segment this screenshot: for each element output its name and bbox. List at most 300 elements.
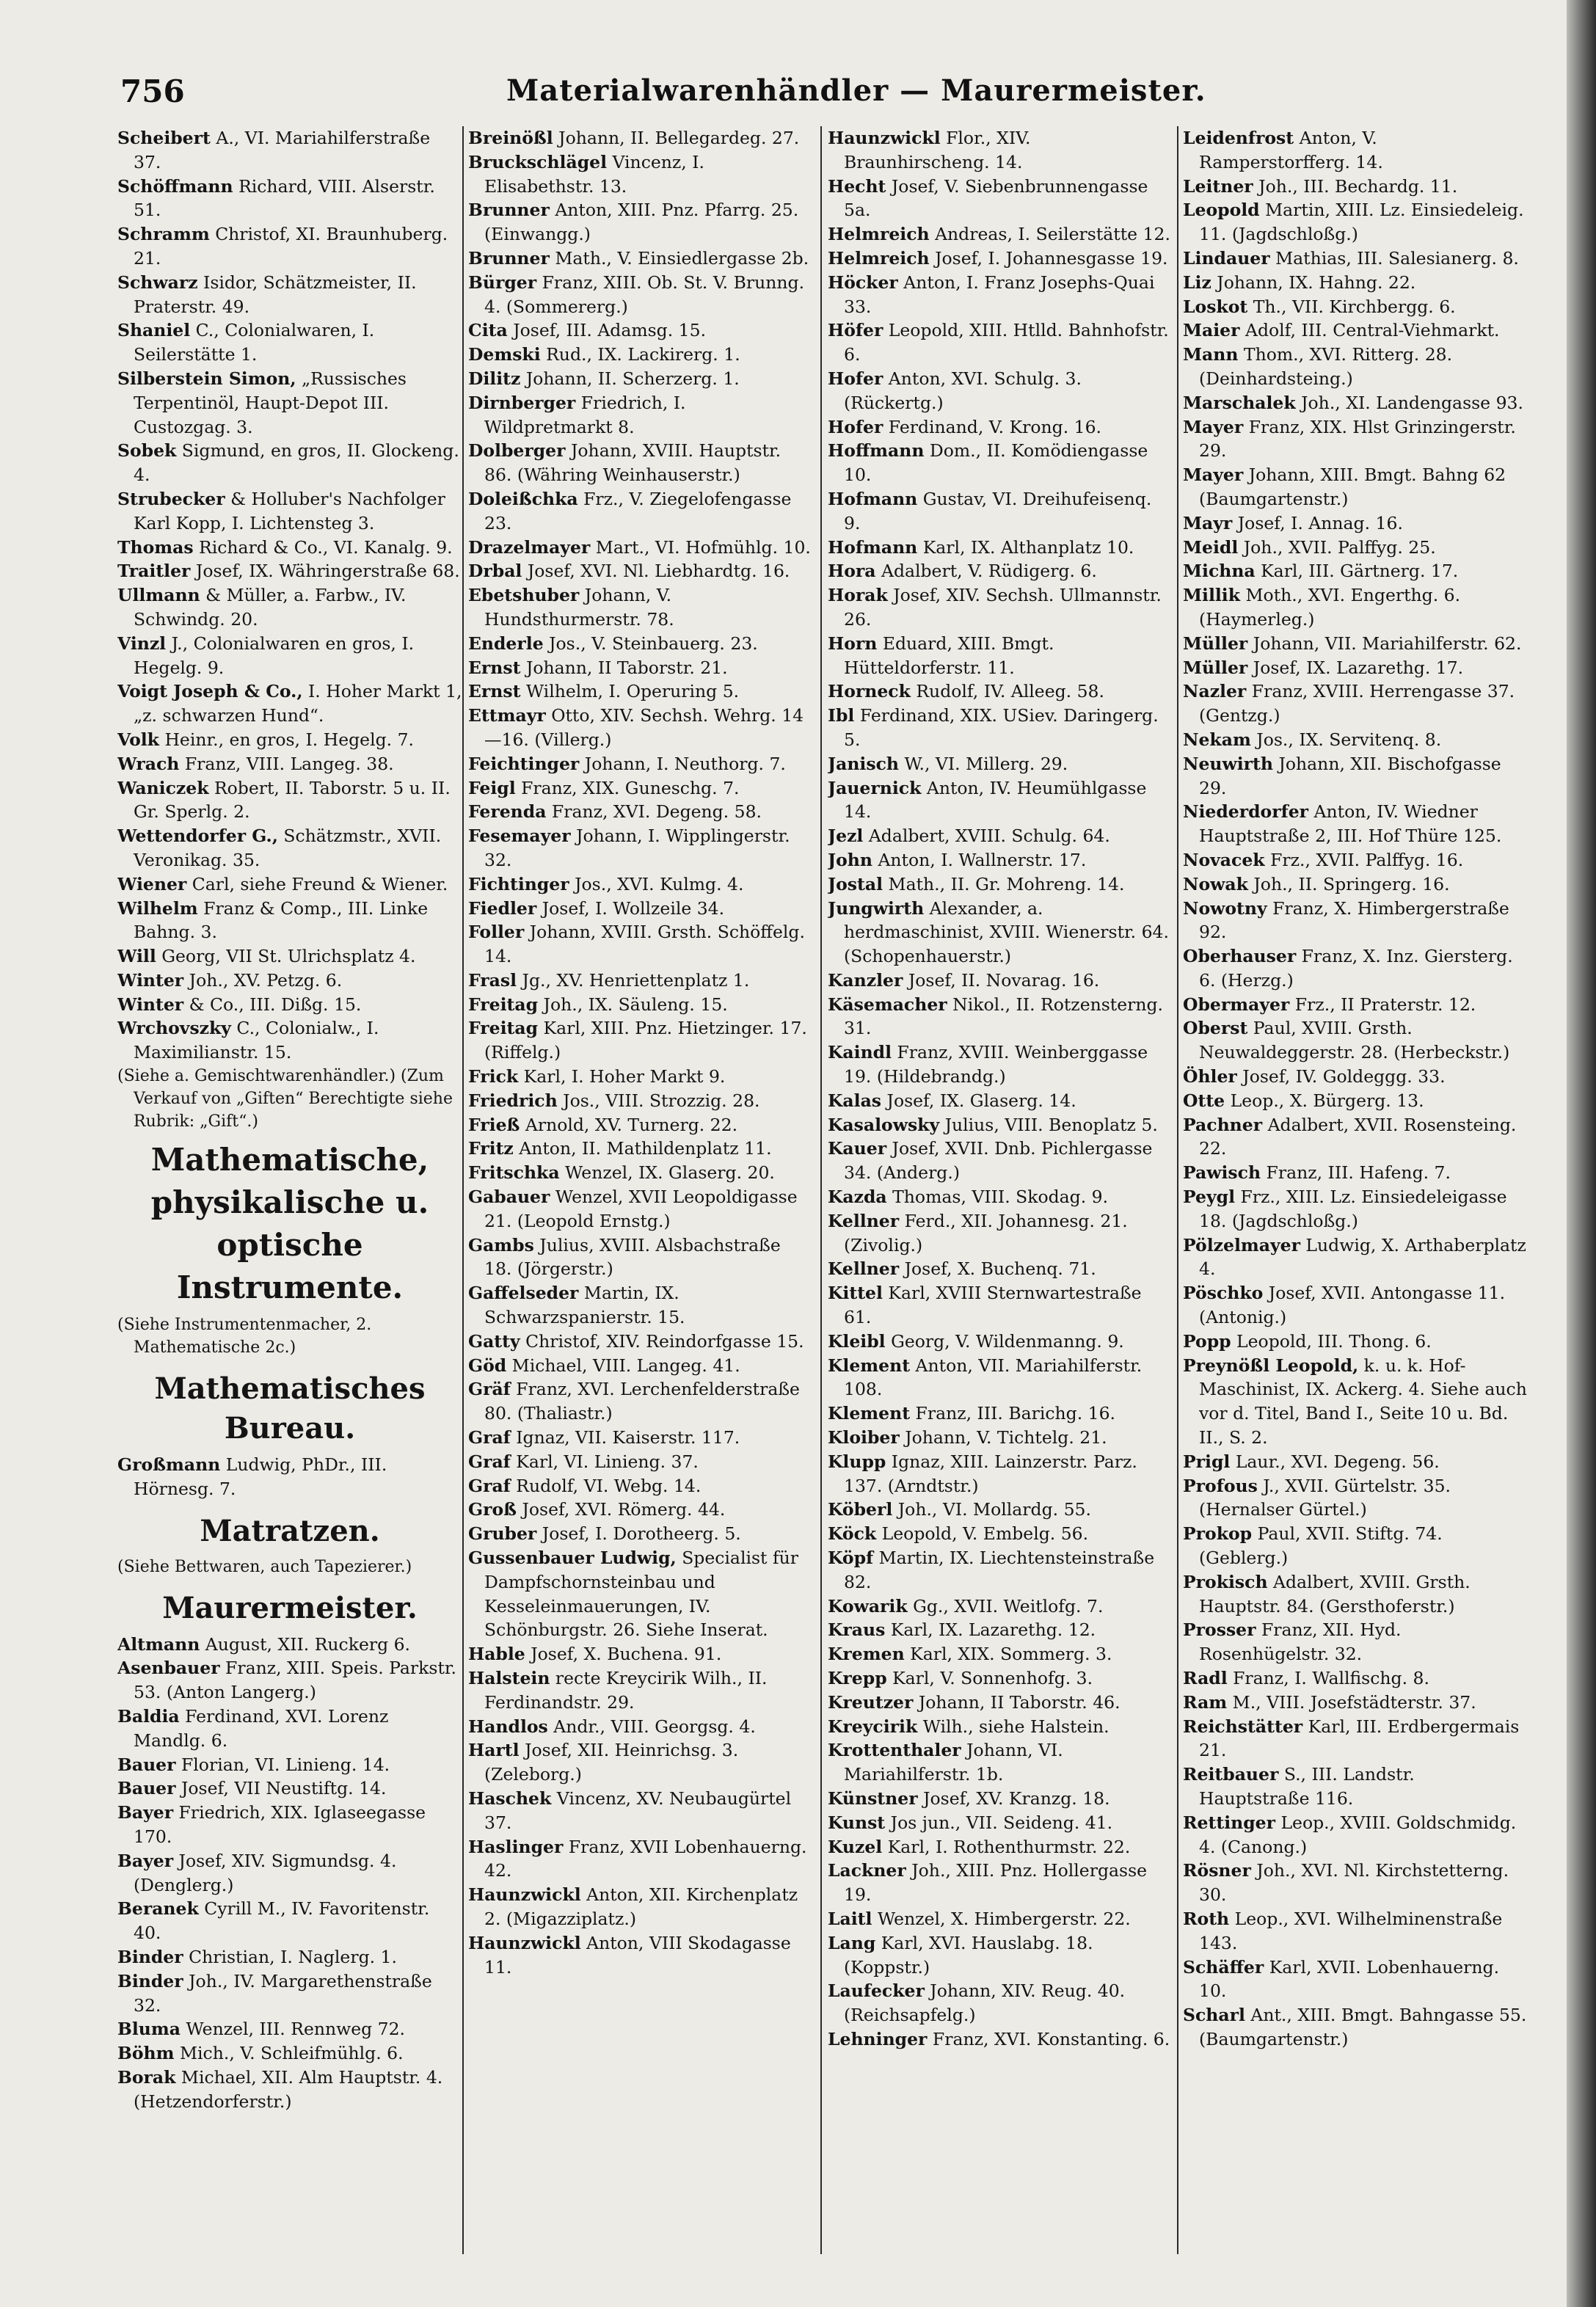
directory-entry bbox=[1183, 1089, 1528, 1113]
entry-name: Leitner bbox=[1183, 175, 1253, 197]
directory-entry bbox=[1183, 944, 1528, 993]
directory-entry bbox=[1183, 343, 1528, 391]
directory-entry bbox=[468, 150, 813, 199]
entry-details: & Holluber's Nachfolger Karl Kopp, I. Lichtensteg 3. bbox=[134, 488, 445, 533]
entry-name: Sobek bbox=[117, 440, 177, 462]
entry-details: Johann, IX. Hahng. 22. bbox=[1211, 271, 1416, 293]
entry-details: Joh., XV. Petzg. 6. bbox=[183, 969, 343, 991]
entry-name: Müller bbox=[1183, 657, 1248, 678]
entry-list bbox=[1183, 126, 1528, 2052]
entry-details: Josef, XII. Heinrichsg. 3. (Zeleborg.) bbox=[484, 1740, 739, 1785]
entry-details: Johann, XIII. Bmgt. Bahng 62 (Baumgartenstr.) bbox=[1199, 464, 1506, 509]
entry-name: Nekam bbox=[1183, 729, 1251, 750]
entry-name: Liz bbox=[1183, 271, 1211, 293]
entry-list bbox=[117, 1633, 462, 2114]
entry-details: Josef, I. Dorotheerg. 5. bbox=[536, 1523, 741, 1545]
entry-details: Leop., XVIII. Goldschmidg. 4. (Canong.) bbox=[1199, 1812, 1517, 1857]
entry-name: Nowak bbox=[1183, 873, 1248, 894]
directory-entry bbox=[1183, 1859, 1528, 1907]
directory-entry bbox=[468, 679, 813, 704]
entry-name: Breinößl bbox=[468, 128, 553, 148]
entry-name: Bayer bbox=[117, 1850, 174, 1871]
entry-details: Gg., XVII. Weitlofg. 7. bbox=[907, 1595, 1104, 1617]
directory-entry bbox=[828, 1835, 1173, 1859]
directory-entry bbox=[1183, 993, 1528, 1017]
directory-entry bbox=[117, 1849, 462, 1898]
entry-details: Franz, XIII. Ob. St. V. Brunng. 4. (Sommererg.) bbox=[484, 271, 805, 317]
entry-name: Vinzl bbox=[117, 633, 167, 654]
entry-name: Halstein bbox=[468, 1668, 550, 1688]
entry-name: Binder bbox=[117, 1970, 183, 1991]
entry-name: Brunner bbox=[468, 200, 550, 221]
entry-name: Kloiber bbox=[828, 1427, 900, 1448]
entry-name: Lang bbox=[828, 1932, 876, 1953]
entry-details: Rud., IX. Lackirerg. 1. bbox=[540, 344, 740, 365]
directory-entry bbox=[828, 1979, 1173, 2027]
section-heading: Maurermeister. bbox=[162, 1590, 418, 1625]
entry-details: Anton, IV. Heumühlgasse 14. bbox=[844, 777, 1147, 823]
entry-name: Meidl bbox=[1183, 536, 1239, 558]
directory-entry bbox=[468, 126, 813, 150]
entry-name: Michna bbox=[1183, 561, 1256, 582]
entry-name: Silberstein Simon, bbox=[117, 368, 296, 389]
directory-entry bbox=[1183, 1474, 1528, 1523]
entry-name: Pachner bbox=[1183, 1114, 1263, 1135]
entry-name: Köpf bbox=[828, 1548, 874, 1569]
directory-entry bbox=[828, 776, 1173, 825]
entry-name: Handlos bbox=[468, 1716, 548, 1737]
entry-details: Johann, VII. Mariahilferstr. 62. bbox=[1247, 633, 1522, 654]
entry-name: Thomas bbox=[117, 536, 194, 558]
entry-name: Frick bbox=[468, 1066, 519, 1087]
entry-details: Josef, XIV. Sechsh. Ullmannstr. 26. bbox=[844, 585, 1162, 630]
entry-details: Josef, IX. Glaserg. 14. bbox=[881, 1090, 1076, 1111]
directory-entry bbox=[117, 1753, 462, 1777]
entry-name: Kreutzer bbox=[828, 1691, 914, 1713]
directory-entry bbox=[828, 2027, 1173, 2052]
directory-entry bbox=[117, 2041, 462, 2066]
entry-name: Scheibert bbox=[117, 128, 211, 148]
directory-entry bbox=[117, 1776, 462, 1801]
directory-entry bbox=[117, 318, 462, 367]
directory-entry bbox=[1183, 271, 1528, 295]
entry-name: Oberhauser bbox=[1183, 946, 1297, 967]
entry-name: Schramm bbox=[117, 224, 210, 245]
entry-details: Karl, I. Rothenthurmstr. 22. bbox=[882, 1836, 1131, 1857]
directory-entry bbox=[828, 1209, 1173, 1258]
directory-entry bbox=[1183, 752, 1528, 801]
directory-entry bbox=[117, 776, 462, 825]
entry-details: Gustav, VI. Dreihufeisenq. 9. bbox=[844, 488, 1152, 533]
entry-details: Franz, X. Inz. Giersterg. 6. (Herzg.) bbox=[1199, 946, 1513, 991]
entry-name: Hofmann bbox=[828, 488, 918, 509]
directory-entry bbox=[1183, 1763, 1528, 1811]
entry-name: Fritschka bbox=[468, 1162, 560, 1184]
entry-name: Beranek bbox=[117, 1898, 199, 1920]
entry-name: Prosser bbox=[1183, 1619, 1256, 1641]
entry-details: Johann, II Taborstr. 21. bbox=[520, 657, 728, 678]
directory-entry bbox=[828, 1281, 1173, 1330]
directory-entry bbox=[1183, 1354, 1528, 1450]
entry-name: Müller bbox=[1183, 633, 1248, 654]
entry-details: Dom., II. Komödiengasse 10. bbox=[844, 440, 1148, 486]
directory-entry bbox=[468, 271, 813, 319]
entry-details: k. u. k. Hof-Maschinist, IX. Ackerg. 4. Siehe auch vor d. Titel, Band I., Seite 10 u. Bd. II., S. 2. bbox=[1199, 1355, 1527, 1448]
entry-details: Josef, XVII. Dnb. Pichlergasse 34. (Anderg.) bbox=[844, 1138, 1153, 1184]
entry-name: Reichstätter bbox=[1183, 1716, 1303, 1737]
directory-entry bbox=[468, 1113, 813, 1137]
directory-entry bbox=[468, 1016, 813, 1065]
entry-name: Lackner bbox=[828, 1860, 906, 1881]
entry-name: Großmann bbox=[117, 1454, 221, 1476]
entry-name: Frieß bbox=[468, 1114, 520, 1135]
directory-entry bbox=[468, 1498, 813, 1522]
directory-entry bbox=[117, 222, 462, 271]
entry-details: Ferd., XII. Johannesg. 21. (Zivolig.) bbox=[844, 1210, 1128, 1255]
page-edge-shadow bbox=[1567, 0, 1596, 2307]
entry-name: Ibl bbox=[828, 705, 855, 726]
directory-entry bbox=[468, 1546, 813, 1642]
entry-name: Wrchovszky bbox=[117, 1018, 231, 1039]
entry-details: Carl, siehe Freund & Wiener. bbox=[186, 873, 448, 894]
entry-details: Leopold, III. Thong. 6. bbox=[1231, 1330, 1432, 1352]
directory-entry bbox=[828, 704, 1173, 752]
directory-entry bbox=[468, 1522, 813, 1546]
entry-details: Karl, V. Sonnenhofg. 3. bbox=[886, 1668, 1093, 1688]
entry-name: Popp bbox=[1183, 1330, 1231, 1352]
directory-entry bbox=[828, 1040, 1173, 1089]
directory-entry bbox=[828, 752, 1173, 776]
directory-entry bbox=[117, 969, 462, 993]
entry-details: Vincenz, XV. Neubaugürtel 37. bbox=[484, 1787, 792, 1833]
entry-details: J., XVII. Gürtelstr. 35. (Hernalser Gürtel.) bbox=[1199, 1475, 1451, 1520]
entry-details: Joh., XVII. Palffyg. 25. bbox=[1238, 536, 1436, 558]
directory-entry bbox=[828, 222, 1173, 247]
entry-name: Haunzwickl bbox=[468, 1884, 581, 1906]
entry-name: Jezl bbox=[828, 826, 864, 847]
entry-details: Karl, IX. Althanplatz 10. bbox=[917, 536, 1134, 558]
directory-entry bbox=[468, 800, 813, 824]
entry-details: Mart., VI. Hofmühlg. 10. bbox=[590, 536, 811, 558]
entry-details: Heinr., en gros, I. Hegelg. 7. bbox=[158, 729, 414, 750]
directory-entry bbox=[1183, 1811, 1528, 1859]
directory-entry bbox=[828, 175, 1173, 223]
directory-entry bbox=[828, 1546, 1173, 1595]
entry-details: Franz, XIX. Guneschg. 7. bbox=[515, 777, 740, 798]
directory-entry bbox=[828, 1787, 1173, 1811]
directory-entry bbox=[1183, 1907, 1528, 1956]
entry-name: Brunner bbox=[468, 247, 550, 269]
entry-details: C., Colonialw., I. Maximilianstr. 15. bbox=[134, 1018, 379, 1063]
directory-entry bbox=[1183, 247, 1528, 271]
entry-details: Jos., IX. Servitenq. 8. bbox=[1250, 729, 1442, 750]
running-title: Materialwarenhändler — Maurermeister. bbox=[506, 73, 1206, 108]
directory-entry bbox=[468, 1835, 813, 1884]
entry-name: Profous bbox=[1183, 1475, 1258, 1496]
column-rule bbox=[462, 126, 464, 2254]
entry-name: Kasalowsky bbox=[828, 1114, 940, 1135]
directory-entry bbox=[1183, 415, 1528, 464]
directory-entry bbox=[468, 1426, 813, 1450]
directory-entry bbox=[828, 1113, 1173, 1137]
directory-entry bbox=[117, 944, 462, 969]
entry-name: Baldia bbox=[117, 1706, 180, 1727]
entry-details: & Co., III. Dißg. 15. bbox=[183, 994, 362, 1015]
directory-entry bbox=[1183, 1161, 1528, 1185]
directory-entry bbox=[468, 318, 813, 343]
entry-name: Feigl bbox=[468, 777, 516, 798]
directory-entry bbox=[468, 1330, 813, 1354]
entry-details: Frz., XVII. Palffyg. 16. bbox=[1264, 849, 1464, 870]
column-1 bbox=[117, 126, 462, 2254]
directory-entry bbox=[1183, 2003, 1528, 2052]
cross-reference-note: (Siehe Instrumentenmacher, 2. Mathematische 2c.) bbox=[117, 1316, 372, 1357]
entry-details: Laur., XVI. Degeng. 56. bbox=[1230, 1451, 1440, 1472]
entry-details: A., VI. Mariahilferstraße 37. bbox=[134, 128, 431, 172]
directory-entry bbox=[828, 897, 1173, 969]
page-header bbox=[110, 68, 1519, 119]
entry-name: Hofer bbox=[828, 416, 883, 437]
entry-details: Thom., XVI. Ritterg. 28. (Deinhardsteing.) bbox=[1199, 344, 1453, 389]
entry-details: Joh., XIII. Pnz. Hollergasse 19. bbox=[844, 1860, 1148, 1906]
column-4 bbox=[1183, 126, 1528, 2254]
directory-entry bbox=[828, 1426, 1173, 1450]
entry-name: Kellner bbox=[828, 1210, 900, 1231]
directory-entry bbox=[117, 1016, 462, 1065]
entry-details: Franz, XVI. Konstanting. 6. bbox=[927, 2028, 1170, 2049]
directory-entry bbox=[1183, 1715, 1528, 1763]
directory-entry bbox=[1183, 463, 1528, 511]
directory-entry bbox=[1183, 1450, 1528, 1474]
entry-name: Kazda bbox=[828, 1187, 887, 1208]
entry-details: Thomas, VIII. Skodag. 9. bbox=[886, 1187, 1109, 1208]
entry-name: Binder bbox=[117, 1947, 183, 1968]
entry-name: Graf bbox=[468, 1451, 511, 1472]
entry-name: Böhm bbox=[117, 2043, 175, 2064]
directory-entry bbox=[828, 1931, 1173, 1980]
directory-entry bbox=[828, 872, 1173, 897]
section-heading: Mathematisches Bureau. bbox=[154, 1371, 426, 1446]
entry-details: Ignaz, VII. Kaiserstr. 117. bbox=[510, 1427, 740, 1448]
entry-details: Karl, XIII. Pnz. Hietzinger. 17. (Riffelg.) bbox=[484, 1018, 807, 1063]
entry-details: Georg, VII St. Ulrichsplatz 4. bbox=[156, 946, 416, 967]
entry-details: Jg., XV. Henriettenplatz 1. bbox=[517, 969, 750, 991]
entry-name: Asenbauer bbox=[117, 1658, 220, 1679]
directory-entry bbox=[117, 1656, 462, 1705]
entry-list bbox=[117, 126, 462, 1065]
entry-details: Johann, XVIII. Grsth. Schöffelg. 14. bbox=[484, 922, 805, 967]
column-3 bbox=[828, 126, 1173, 2254]
entry-name: Marschalek bbox=[1183, 392, 1296, 413]
entry-details: Joh., XI. Landengasse 93. bbox=[1295, 392, 1523, 413]
directory-entry bbox=[468, 632, 813, 656]
entry-details: Karl, XVIII Sternwartestraße 61. bbox=[844, 1283, 1142, 1328]
entry-name: Dilitz bbox=[468, 368, 521, 389]
directory-entry bbox=[828, 1450, 1173, 1498]
page-number: 756 bbox=[120, 73, 185, 109]
entry-details: Andreas, I. Seilerstätte 12. bbox=[929, 224, 1170, 245]
directory-entry bbox=[828, 1522, 1173, 1546]
entry-name: Radl bbox=[1183, 1668, 1228, 1688]
entry-details: Anton, VII. Mariahilferstr. 108. bbox=[844, 1355, 1143, 1400]
entry-name: Lindauer bbox=[1183, 247, 1270, 269]
entry-name: Helmreich bbox=[828, 247, 930, 269]
entry-details: Anton, V. Ramperstorfferg. 14. bbox=[1199, 128, 1383, 172]
directory-entry bbox=[468, 1233, 813, 1282]
entry-name: Käsemacher bbox=[828, 994, 947, 1015]
entry-name: Loskot bbox=[1183, 296, 1248, 317]
directory-entry bbox=[117, 1633, 462, 1657]
entry-name: Roth bbox=[1183, 1908, 1230, 1929]
entry-name: Winter bbox=[117, 994, 184, 1015]
entry-name: Horneck bbox=[828, 681, 911, 702]
entry-name: Fritz bbox=[468, 1138, 514, 1159]
entry-name: Kunst bbox=[828, 1812, 886, 1833]
entry-details: Karl, IX. Lazarethg. 12. bbox=[885, 1619, 1096, 1641]
entry-name: Winter bbox=[117, 969, 184, 991]
entry-name: Mayr bbox=[1183, 512, 1233, 533]
entry-name: Fichtinger bbox=[468, 873, 569, 894]
entry-details: Josef, II. Novarag. 16. bbox=[903, 969, 1100, 991]
entry-name: Maier bbox=[1183, 320, 1240, 341]
entry-name: Laufecker bbox=[828, 1980, 925, 2002]
entry-details: Josef, XVI. Nl. Liebhardtg. 16. bbox=[522, 561, 790, 582]
directory-entry bbox=[1183, 1281, 1528, 1330]
entry-details: Schätzmstr., XVII. Veronikag. 35. bbox=[134, 826, 442, 870]
directory-entry bbox=[468, 1931, 813, 1980]
entry-details: Karl, VI. Linieng. 37. bbox=[510, 1451, 699, 1472]
directory-entry bbox=[828, 1642, 1173, 1666]
entry-name: Dirnberger bbox=[468, 392, 576, 413]
entry-details: Jos jun., VII. Seideng. 41. bbox=[885, 1812, 1113, 1833]
directory-entry bbox=[1183, 1618, 1528, 1666]
entry-details: Franz, X. Himbergerstraße 92. bbox=[1199, 897, 1509, 943]
entry-details: Johann, II. Scherzerg. 1. bbox=[520, 368, 740, 389]
directory-entry bbox=[468, 1715, 813, 1739]
entry-details: Friedrich, I. Wildpretmarkt 8. bbox=[484, 392, 686, 437]
entry-details: Franz, XIII. Speis. Parkstr. 53. (Anton Langerg.) bbox=[134, 1658, 457, 1703]
entry-details: Franz, I. Wallfischg. 8. bbox=[1227, 1668, 1429, 1688]
entry-name: Kremen bbox=[828, 1644, 905, 1665]
directory-entry bbox=[1183, 897, 1528, 945]
directory-entry bbox=[828, 993, 1173, 1041]
directory-entry bbox=[468, 1738, 813, 1787]
entry-list bbox=[117, 1453, 462, 1501]
entry-details: Josef, VII Neustiftg. 14. bbox=[175, 1778, 387, 1799]
directory-entry bbox=[1183, 126, 1528, 175]
directory-entry bbox=[468, 1161, 813, 1185]
directory-entry bbox=[468, 872, 813, 897]
directory-entry bbox=[468, 776, 813, 801]
directory-entry bbox=[468, 536, 813, 560]
entry-list bbox=[468, 126, 813, 1979]
entry-name: Gräf bbox=[468, 1379, 511, 1400]
entry-name: Freitag bbox=[468, 1018, 539, 1039]
directory-entry bbox=[117, 1453, 462, 1501]
entry-name: John bbox=[828, 849, 872, 870]
entry-name: Schöffmann bbox=[117, 175, 233, 197]
entry-details: Michael, XII. Alm Hauptstr. 4. (Hetzendorferstr.) bbox=[134, 2067, 443, 2112]
entry-name: Pölzelmayer bbox=[1183, 1234, 1300, 1255]
entry-name: Lehninger bbox=[828, 2028, 928, 2049]
entry-details: Anton, II. Mathildenplatz 11. bbox=[513, 1138, 772, 1159]
entry-name: Gatty bbox=[468, 1330, 520, 1352]
directory-entry bbox=[828, 848, 1173, 872]
entry-details: Ignaz, XIII. Lainzerstr. Parz. 137. (Arndtstr.) bbox=[844, 1451, 1137, 1496]
entry-details: W., VI. Millerg. 29. bbox=[898, 753, 1068, 774]
directory-entry bbox=[1183, 632, 1528, 656]
entry-details: Rudolf, IV. Alleeg. 58. bbox=[910, 681, 1104, 702]
entry-details: Moth., XVI. Engerthg. 6. (Haymerleg.) bbox=[1199, 585, 1461, 630]
entry-name: Otte bbox=[1183, 1090, 1225, 1111]
column-rule bbox=[1177, 126, 1178, 2254]
entry-name: Helmreich bbox=[828, 224, 930, 245]
entry-details: Josef, XVII. Antongasse 11. (Antonig.) bbox=[1199, 1283, 1506, 1328]
entry-details: Jos., XVI. Kulmg. 4. bbox=[569, 873, 744, 894]
directory-entry bbox=[468, 1281, 813, 1330]
entry-name: Frasl bbox=[468, 969, 517, 991]
entry-name: Krepp bbox=[828, 1668, 887, 1688]
entry-name: Bauer bbox=[117, 1778, 176, 1799]
directory-entry bbox=[468, 439, 813, 487]
entry-name: Ettmayr bbox=[468, 705, 546, 726]
entry-name: Klement bbox=[828, 1355, 911, 1376]
entry-details: Frz., V. Ziegelofengasse 23. bbox=[484, 488, 792, 533]
entry-details: Frz., II Praterstr. 12. bbox=[1289, 994, 1476, 1015]
directory-entry bbox=[828, 126, 1173, 175]
directory-entry bbox=[468, 752, 813, 776]
directory-entry bbox=[828, 1691, 1173, 1715]
directory-entry bbox=[828, 487, 1173, 536]
directory-entry bbox=[828, 271, 1173, 319]
entry-details: Johann, V. Hundsthurmerstr. 78. bbox=[484, 585, 674, 630]
entry-name: Fesemayer bbox=[468, 826, 571, 847]
directory-entry bbox=[828, 1402, 1173, 1426]
entry-details: Franz, XVI. Lerchenfelderstraße 80. (Thaliastr.) bbox=[484, 1379, 800, 1424]
entry-name: Rettinger bbox=[1183, 1812, 1275, 1833]
entry-details: Joh., II. Springerg. 16. bbox=[1247, 873, 1450, 894]
entry-name: Bruckschlägel bbox=[468, 151, 608, 172]
entry-details: Josef, IV. Goldeggg. 33. bbox=[1236, 1066, 1446, 1087]
entry-details: Mich., V. Schleifmühlg. 6. bbox=[174, 2043, 404, 2064]
entry-name: Hofer bbox=[828, 368, 883, 389]
entry-details: Karl, III. Erdbergermais 21. bbox=[1199, 1716, 1520, 1761]
entry-details: Anton, XIII. Pnz. Pfarrg. 25. (Einwangg.) bbox=[484, 200, 799, 245]
directory-entry bbox=[468, 704, 813, 752]
directory-entry bbox=[1183, 1666, 1528, 1691]
entry-name: Öhler bbox=[1183, 1066, 1237, 1087]
entry-name: Preynößl Leopold, bbox=[1183, 1355, 1359, 1376]
entry-details: Franz & Comp., III. Linke Bahng. 3. bbox=[134, 897, 429, 943]
directory-entry bbox=[468, 1137, 813, 1161]
directory-entry bbox=[117, 126, 462, 175]
directory-entry bbox=[828, 1715, 1173, 1739]
directory-entry bbox=[828, 1498, 1173, 1522]
directory-entry bbox=[117, 536, 462, 560]
entry-name: Kowarik bbox=[828, 1595, 908, 1617]
entry-name: Gambs bbox=[468, 1234, 534, 1255]
entry-name: Voigt Joseph & Co., bbox=[117, 681, 303, 702]
entry-name: Hable bbox=[468, 1644, 525, 1665]
entry-name: Graf bbox=[468, 1475, 511, 1496]
directory-entry bbox=[468, 198, 813, 247]
entry-name: Ullmann bbox=[117, 585, 200, 606]
directory-entry bbox=[828, 1089, 1173, 1113]
entry-name: Krottenthaler bbox=[828, 1740, 961, 1761]
directory-entry bbox=[117, 752, 462, 776]
entry-details: Michael, VIII. Langeg. 41. bbox=[506, 1355, 740, 1376]
entry-details: Josef, X. Buchenq. 71. bbox=[899, 1258, 1096, 1280]
